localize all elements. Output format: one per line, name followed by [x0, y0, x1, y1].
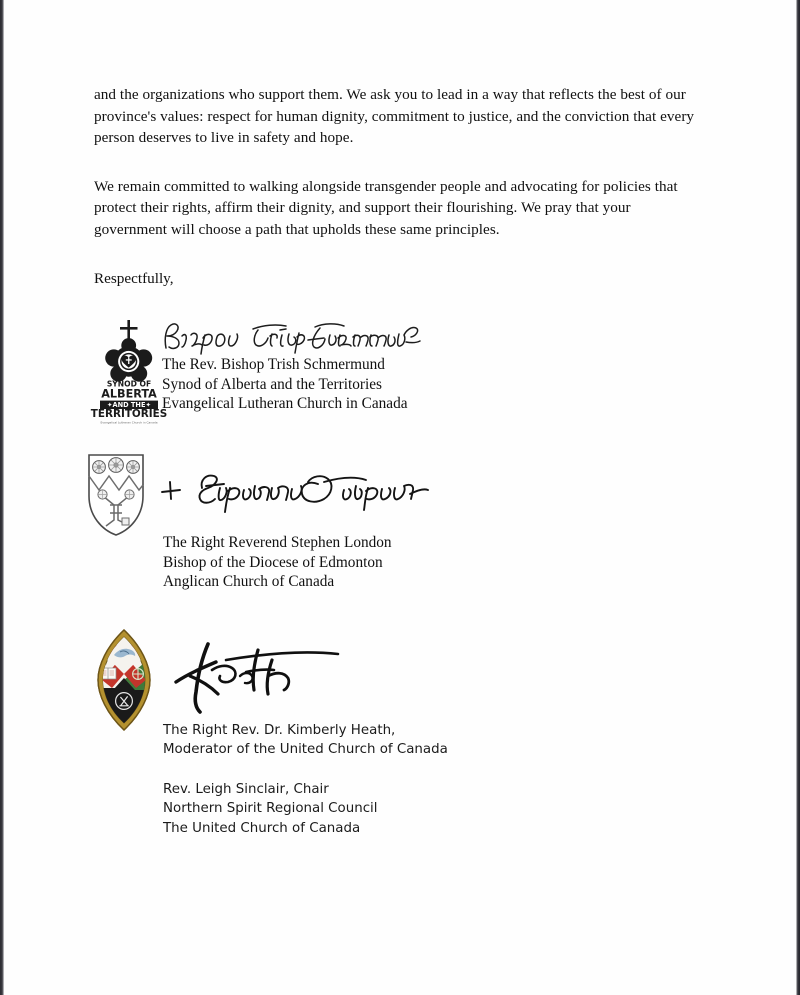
- elcic-logo-line-3: ✦AND THE✦: [107, 401, 151, 410]
- anglican-diocese-of-edmonton-coat-of-arms: [86, 452, 146, 538]
- elcic-logo-line-2: ALBERTA: [101, 387, 157, 401]
- sig-line: The Right Rev. Dr. Kimberly Heath,: [163, 723, 396, 738]
- sig-line: Synod of Alberta and the Territories: [162, 375, 382, 393]
- sig-line: Rev. Leigh Sinclair, Chair: [163, 782, 329, 797]
- body-paragraph-1: and the organizations who support them. We ask you to lead in a way that reflects the best of our province's values: respect for human dignity, commitment to justice, and the conviction that every person deserves to live in safety and hope.: [94, 86, 695, 146]
- handwritten-signature-schmermund: [158, 316, 428, 358]
- elcic-synod-alberta-territories-logo: [90, 318, 168, 425]
- scan-edge-right: [796, 0, 800, 995]
- closing-salutation: Respectfully,: [94, 270, 174, 287]
- united-church-of-canada-crest: [92, 628, 156, 732]
- sig-line: Northern Spirit Regional Council: [163, 801, 378, 817]
- sig-line: Evangelical Lutheran Church in Canada: [162, 395, 408, 413]
- signature-lines-ucc: [163, 721, 448, 760]
- signature-lines-elcic: [162, 355, 408, 414]
- signature-block-anglican: [86, 452, 506, 597]
- sig-line: Moderator of the United Church of Canada: [163, 742, 448, 758]
- elcic-logo-line-5: Evangelical Lutheran Church in Canada: [100, 420, 158, 425]
- letter-body: [94, 84, 706, 261]
- sig-line: Bishop of the Diocese of Edmonton: [163, 553, 383, 571]
- scan-edge-left: [0, 0, 4, 995]
- elcic-logo-line-4: TERRITORIES: [90, 408, 168, 421]
- signature-lines-nsrc: [163, 780, 503, 838]
- body-paragraph-2: We remain committed to walking alongside transgender people and advocating for policies that protect their rights, affirm their dignity, and support their flourishing. We pray that your government will choose a path that upholds these same principles.: [94, 177, 678, 238]
- handwritten-signature-london: [158, 466, 448, 516]
- sig-line: Anglican Church of Canada: [163, 573, 335, 591]
- signature-lines-anglican: [163, 533, 392, 592]
- handwritten-signature-heath: [162, 636, 422, 716]
- sig-line: The Rev. Bishop Trish Schmermund: [162, 356, 385, 373]
- elcic-logo-line-1: SYNOD OF: [106, 379, 152, 389]
- signature-block-ucc: [92, 628, 522, 766]
- sig-line: The Right Reverend Stephen London: [163, 534, 392, 551]
- signature-block-elcic: [90, 316, 514, 428]
- sig-line: The United Church of Canada: [163, 820, 361, 836]
- signature-block-nsrc: [163, 780, 503, 842]
